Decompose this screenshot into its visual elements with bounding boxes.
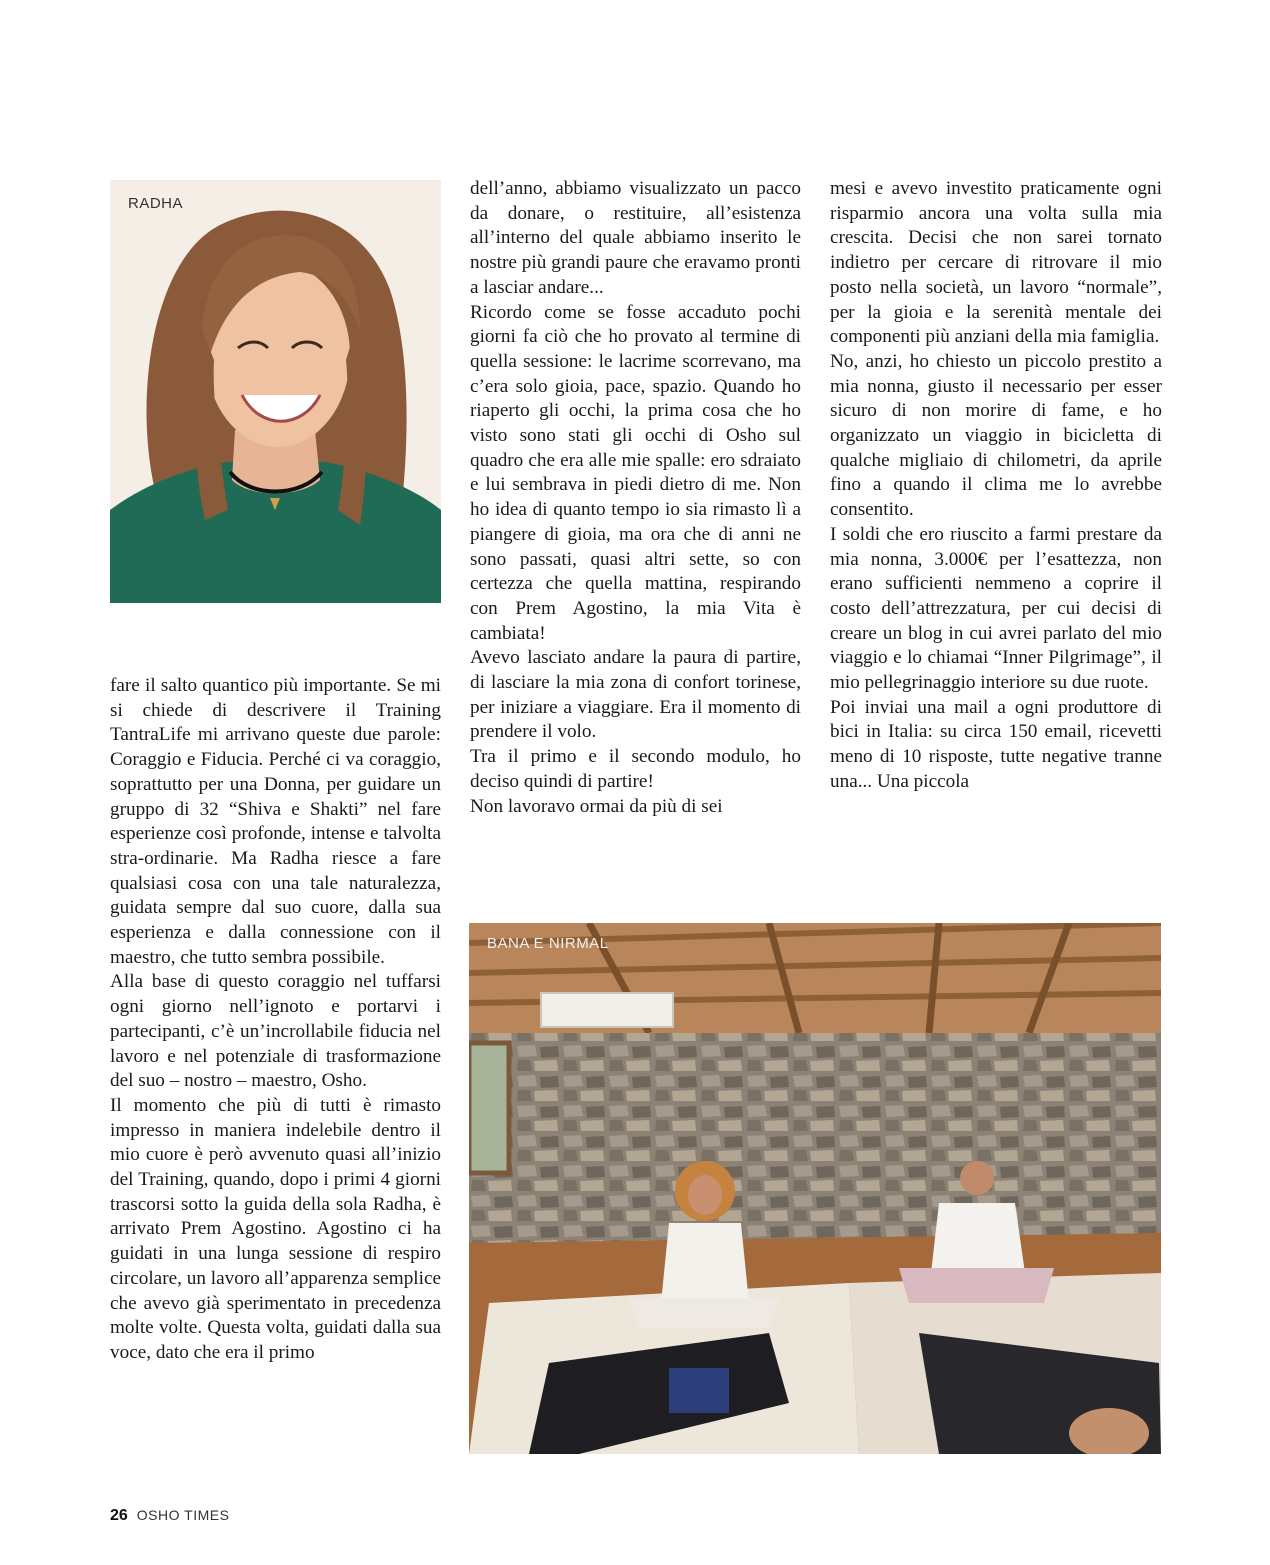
paragraph: Alla base di questo coraggio nel tuffarsi ogni giorno nell’ignoto e portarvi i partecipanti, c’è un’incrollabile fiducia nel lavoro e nel potenziale di trasformazione del suo – nostro – maestro, Osho. bbox=[110, 971, 441, 1092]
paragraph: I soldi che ero riuscito a farmi prestare da mia nonna, 3.000€ per l’esattezza, non erano sufficienti nemmeno a coprire il costo dell’attrezzatura, per cui decisi di creare un blog in cui avrei parlato del mio viaggio e lo chiamai “Inner Pilgrimage”, il mio pellegrinaggio interiore su due ruote. bbox=[830, 523, 1162, 694]
bana-nirmal-photo bbox=[469, 923, 1161, 1454]
page-number: 26 bbox=[110, 1507, 128, 1524]
radha-photo bbox=[110, 180, 441, 603]
article-column-left bbox=[110, 674, 441, 1366]
bana-nirmal-caption: BANA E NIRMAL bbox=[487, 935, 609, 952]
magazine-name: OSHO TIMES bbox=[136, 1507, 230, 1523]
paragraph: Ricordo come se fosse accaduto pochi giorni fa ciò che ho provato al termine di quella sessione: le lacrime scorrevano, ma c’era solo gioia, pace, spazio. Quando ho riaperto gli occhi, la prima cosa che ho visto sono stati gli occhi di Osho sul quadro che era alle mie spalle: ero sdraiato e lui sembrava in piedi dietro di me. Non ho idea di quanto tempo io sia rimasto lì a piangere di gioia, ma ora che di anni ne sono passati, quasi altri sette, so con certezza che quella mattina, respirando con Prem Agostino, la mia Vita è cambiata! bbox=[470, 301, 801, 644]
paragraph: Poi inviai una mail a ogni produttore di bici in Italia: su circa 150 email, ricevetti meno di 10 risposte, tutte negative tranne una... Una piccola bbox=[830, 696, 1162, 792]
paragraph: Tra il primo e il secondo modulo, ho deciso quindi di partire! bbox=[470, 746, 801, 792]
paragraph: Il momento che più di tutti è rimasto impresso in maniera indelebile dentro il mio cuore è però avvenuto quasi all’inizio del Training, quando, dopo i primi 4 giorni trascorsi sotto la guida della sola Radha, è arrivato Prem Agostino. Agostino ci ha guidati in una lunga sessione di respiro circolare, un lavoro all’apparenza semplice che avevo già sperimentato in precedenza molte volte. Questa volta, guidati dalla sua voce, dato che era il primo bbox=[110, 1094, 441, 1363]
meditation-room-illustration bbox=[469, 923, 1161, 1454]
paragraph: fare il salto quantico più importante. Se mi si chiede di descrivere il Training TantraLife mi arrivano queste due parole: Coraggio e Fiducia. Perché ci va coraggio, soprattutto per una Donna, per guidare un gruppo di 32 “Shiva e Shakti” nel fare esperienze così profonde, intense e talvolta stra-ordinarie. Ma Radha riesce a fare qualsiasi cosa con una tale naturalezza, guidata sempre dal suo cuore, dalla sua esperienza e dalla connessione con il maestro, che tutto sembra possibile. bbox=[110, 675, 441, 968]
paragraph: Avevo lasciato andare la paura di partire, di lasciare la mia zona di confort torinese, per iniziare a viaggiare. Era il momento di prendere il volo. bbox=[470, 647, 801, 743]
paragraph: dell’anno, abbiamo visualizzato un pacco da donare, o restituire, all’esistenza all’interno del quale abbiamo inserito le nostre più grandi paure che eravamo pronti a lasciar andare... bbox=[470, 178, 801, 298]
page-footer bbox=[110, 1507, 229, 1525]
article-column-right bbox=[830, 177, 1162, 795]
radha-caption: RADHA bbox=[128, 195, 184, 212]
radha-portrait-illustration bbox=[110, 180, 441, 603]
article-column-middle bbox=[470, 177, 801, 819]
paragraph: Non lavoravo ormai da più di sei bbox=[470, 795, 723, 817]
paragraph: mesi e avevo investito praticamente ogni risparmio ancora una volta sulla mia crescita. Decisi che non sarei tornato indietro per cercare di ritrovare il mio posto nella società, un lavoro “normale”, per la gioia e la serenità mentale dei componenti più anziani della mia famiglia. bbox=[830, 178, 1162, 348]
paragraph: No, anzi, ho chiesto un piccolo prestito a mia nonna, giusto il necessario per esser sicuro di non morire di fame, e ho organizzato un viaggio in bicicletta di qualche migliaio di chilometri, da aprile fino a quando il clima me lo avrebbe consentito. bbox=[830, 350, 1162, 521]
